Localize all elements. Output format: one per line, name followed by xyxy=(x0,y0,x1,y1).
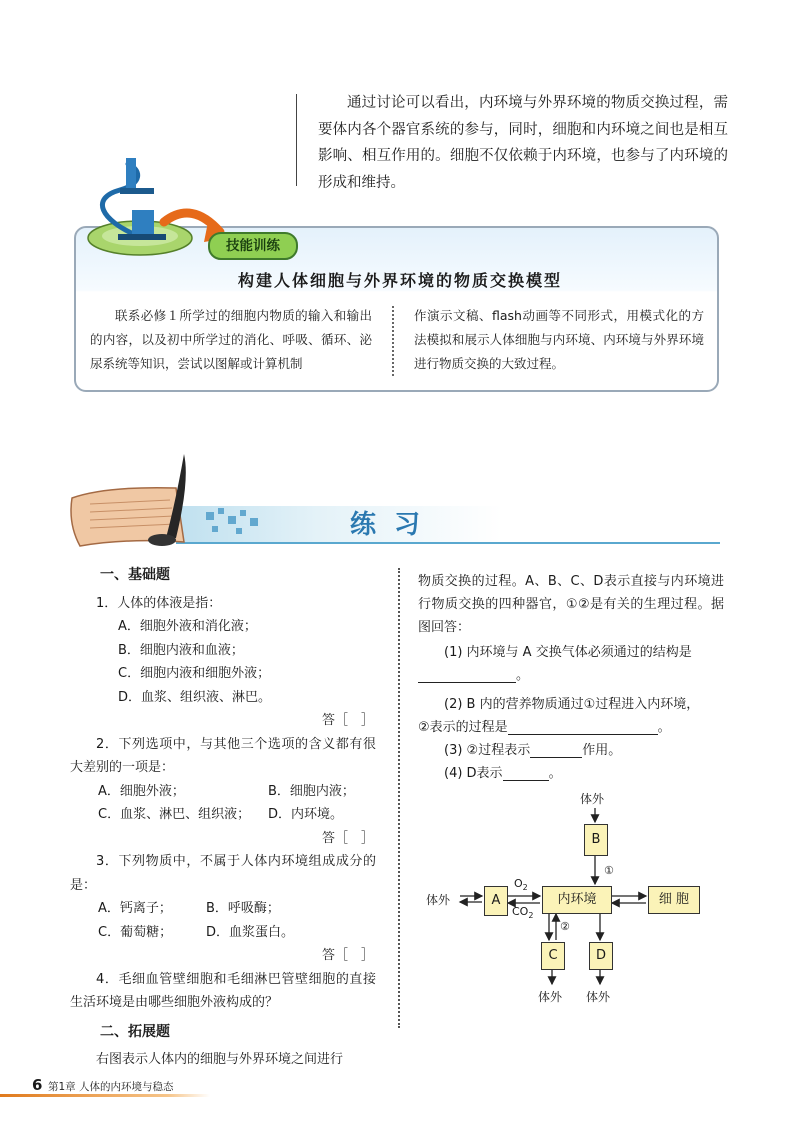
label-outside-bottom-d: 体外 xyxy=(586,990,611,1004)
q2-option-c: C．血浆、淋巴、组织液； xyxy=(98,807,251,822)
skill-badge: 技能训练 xyxy=(208,232,298,260)
label-outside-top: 体外 xyxy=(580,792,605,806)
inner-environment-box: 内环境 xyxy=(542,886,612,914)
q3-option-b: B．呼吸酶； xyxy=(206,901,280,916)
q1-option-c: C．细胞内液和细胞外液； xyxy=(118,666,271,681)
question-4-stem: 4．毛细血管壁细胞和毛细淋巴管壁细胞的直接生活环境是由哪些细胞外液构成的？ xyxy=(70,971,376,1010)
organ-box-b: B xyxy=(584,824,608,856)
skill-text-left: 联系必修１所学过的细胞内物质的输入和输出的内容，以及初中所学过的消化、呼吸、循环、泌尿系统等知识，尝试以图解或计算机制 xyxy=(90,308,372,371)
skill-divider xyxy=(392,306,394,376)
intro-paragraph: 通过讨论可以看出，内环境与外界环境的物质交换过程，需要体内各个器官系统的参与，同时，细胞和内环境之间也是相互影响、相互作用的。细胞不仅依赖于内环境，也参与了内环境的形成和维持。 xyxy=(318,95,728,191)
answer-blank-4 xyxy=(503,766,549,781)
q2-option-d: D．内环境。 xyxy=(268,807,344,822)
q2-answer-bracket: 答［ ］ xyxy=(321,830,374,846)
organ-box-a: A xyxy=(484,886,508,916)
question-2-stem: 2．下列选项中，与其他三个选项的含义都有很大差别的一项是： xyxy=(70,736,376,775)
q1-option-b: B．细胞内液和血液； xyxy=(118,642,244,658)
q2-option-a: A．细胞外液； xyxy=(98,783,185,799)
question-3-stem: 3．下列物质中，不属于人体内环境组成成分的是： xyxy=(70,854,376,893)
extension-intro-left: 右图表示人体内的细胞与外界环境之间进行 xyxy=(96,1052,344,1067)
q3-options-row-2 xyxy=(70,921,376,945)
label-outside-left: 体外 xyxy=(426,893,451,907)
sub-question-1: (1) 内环境与 A 交换气体必须通过的结构是 xyxy=(444,645,692,660)
section-basic-title: 一、基础题 xyxy=(100,567,170,583)
q2-options-row-2 xyxy=(70,803,376,827)
q3-option-a: A．钙离子； xyxy=(98,901,172,916)
sub-question-2-line: ②表示的过程是 。 xyxy=(418,720,671,735)
answer-blank-3 xyxy=(530,743,582,758)
footer-line xyxy=(0,1094,210,1097)
sub-question-4: (4) D表示 。 xyxy=(444,766,562,781)
answer-blank-1 xyxy=(418,668,516,683)
q1-option-a: A．细胞外液和消化液； xyxy=(118,619,257,634)
page-number: 6 xyxy=(32,1076,43,1094)
skill-text-right: 作演示文稿、flash动画等不同形式，用模式化的方法模拟和展示人体细胞与内环境、内环境与外界环境进行物质交换的大致过程。 xyxy=(414,308,704,371)
label-o2: $O_2$ xyxy=(514,877,528,893)
exercise-right-column xyxy=(418,570,724,785)
sub-question-3: (3) ②过程表示 作用。 xyxy=(444,743,622,758)
intro-rule xyxy=(296,94,297,186)
label-step-2: ② xyxy=(560,920,570,933)
q1-option-d: D．血浆、组织液、淋巴。 xyxy=(118,689,272,705)
label-step-1: ① xyxy=(604,864,614,877)
organ-box-c: C xyxy=(541,942,565,970)
scroll-and-quill-icon xyxy=(66,450,266,550)
extension-intro-right: 物质交换的过程。A、B、C、D表示直接与内环境进行物质交换的四种器官，①②是有关的生理过程。据图回答： xyxy=(418,574,724,635)
sub-question-1-answer-line: 。 xyxy=(418,664,724,687)
q1-answer-bracket: 答［ ］ xyxy=(321,713,374,728)
exchange-diagram xyxy=(418,790,718,1010)
question-1-stem: 1．人体的体液是指： xyxy=(96,595,222,611)
q3-answer-bracket: 答［ ］ xyxy=(321,948,374,963)
label-outside-bottom-c: 体外 xyxy=(538,990,563,1004)
skill-title: 构建人体细胞与外界环境的物质交换模型 xyxy=(237,271,562,290)
answer-blank-2 xyxy=(508,720,658,735)
sub-question-2: (2) B 内的营养物质通过①过程进入内环境， xyxy=(444,697,700,712)
label-co2: $CO_2$ xyxy=(512,905,534,921)
q2-option-b: B．细胞内液； xyxy=(268,783,355,799)
organ-box-d: D xyxy=(589,942,613,970)
exercise-left-column xyxy=(70,562,376,1072)
q3-option-c: C．葡萄糖； xyxy=(98,924,173,940)
q2-options-row-1 xyxy=(70,780,376,804)
cell-box: 细 胞 xyxy=(648,886,700,914)
chapter-title: 第1章 人体的内环境与稳态 xyxy=(48,1081,174,1093)
q3-option-d: D．血浆蛋白。 xyxy=(206,924,295,940)
section-extension-title: 二、拓展题 xyxy=(100,1023,170,1040)
q3-options-row-1 xyxy=(70,897,376,921)
column-divider xyxy=(398,568,400,1028)
exercise-title: 练习 xyxy=(350,510,439,540)
